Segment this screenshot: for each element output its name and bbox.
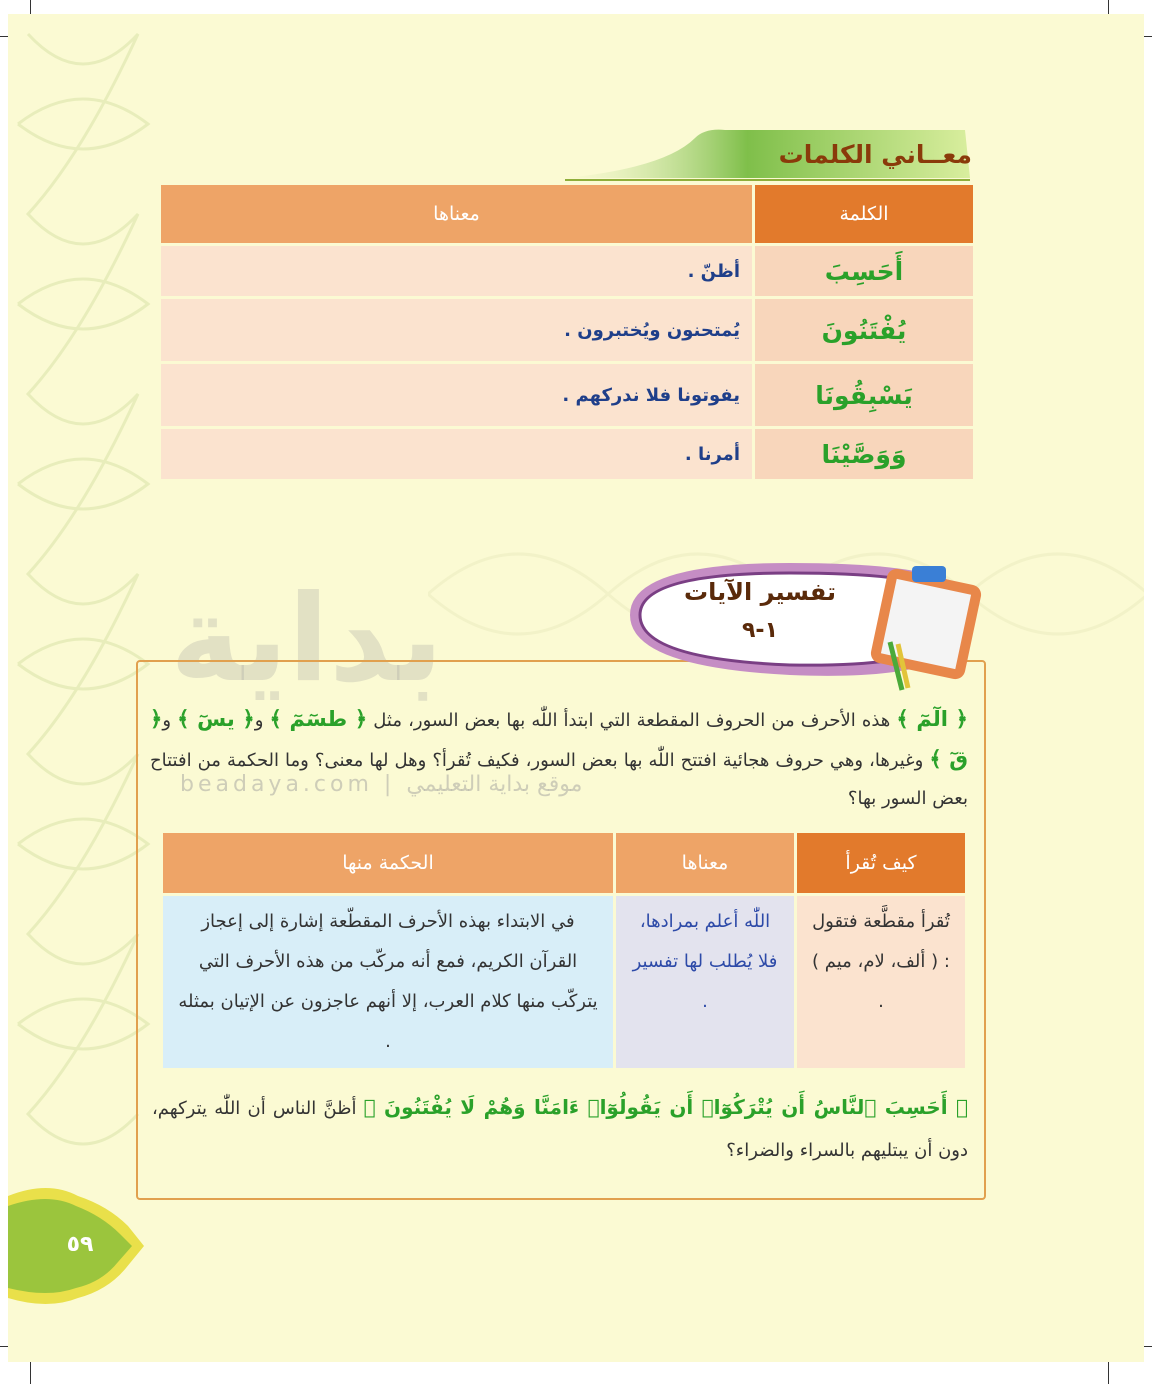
table-row: [161, 364, 973, 426]
column-header-wisdom: الحكمة منها: [163, 833, 613, 893]
table-row: [161, 299, 973, 361]
vocab-meaning: أمرنا .: [161, 429, 752, 479]
vocab-meaning: أظنّ .: [161, 246, 752, 296]
table-header-row: [161, 185, 973, 243]
intro-text: هذه الأحرف من الحروف المقطعة التي ابتدأ اللّٰه بها بعض السور، مثل: [367, 710, 897, 731]
table-row: [161, 429, 973, 479]
quran-letters: ﴿ يسٓ ﴾: [177, 707, 255, 731]
verse-paragraph: [152, 1086, 968, 1172]
table-row: [163, 896, 965, 1068]
vocabulary-table: [158, 182, 976, 482]
vocab-meaning: يفوتونا فلا ندركهم .: [161, 364, 752, 426]
column-header-word: الكلمة: [755, 185, 973, 243]
vocab-word: أَحَسِبَ: [755, 246, 973, 296]
explanation-table: [160, 830, 968, 1071]
how-to-read: تُقرأ مقطَّعة فتقول : ( ألف، لام، ميم ) .: [797, 896, 965, 1068]
column-header-meaning: معناها: [616, 833, 794, 893]
quran-letters: ﴿ قٓ ﴾: [150, 707, 968, 771]
section-title: معــاني الكلمات: [778, 140, 972, 169]
column-header-meaning: معناها: [161, 185, 752, 243]
tafsir-title: تفسير الآيات: [683, 578, 837, 606]
letters-meaning: اللّٰه أعلم بمرادها، فلا يُطلب لها تفسير .: [616, 896, 794, 1068]
intro-text: و: [162, 710, 178, 731]
intro-text: و: [254, 710, 270, 731]
vocab-word: يَسْبِقُونَا: [755, 364, 973, 426]
tafsir-range: ١-٩: [741, 618, 778, 643]
page-number: ٥٩: [66, 1232, 94, 1257]
vocab-word: يُفْتَنُونَ: [755, 299, 973, 361]
intro-paragraph: [150, 700, 968, 818]
table-header-row: [163, 833, 965, 893]
verse-explanation: أظنَّ الناس أن اللّٰه يتركهم، دون أن يبتليهم بالسراء والضراء؟: [152, 1098, 968, 1161]
vocab-meaning: يُمتحنون ويُختبرون .: [161, 299, 752, 361]
intro-text: وغيرها، وهي حروف هجائية افتتح اللّٰه بها بعض السور، فكيف تُقرأ؟ وهل لها معنى؟ وما الحكمة من افتتاح بعض السور بها؟: [150, 750, 968, 809]
column-header-how: كيف تُقرأ: [797, 833, 965, 893]
watermark-site: beadaya.com | موقع بداية التعليمي: [180, 772, 583, 797]
quran-verse: ﴿ أَحَسِبَ ٱلنَّاسُ أَن يُتْرَكُوٓا۟ أَن يَقُولُوٓا۟ ءَامَنَّا وَهُمْ لَا يُفْتَنُونَ ﴾: [363, 1095, 968, 1119]
quran-letters: ﴿ طسٓمٓ ﴾: [269, 707, 368, 731]
table-row: [161, 246, 973, 296]
vocab-word: وَوَصَّيْنَا: [755, 429, 973, 479]
clipboard-icon: [860, 562, 985, 692]
letters-wisdom: في الابتداء بهذه الأحرف المقطّعة إشارة إلى إعجاز القرآن الكريم، فمع أنه مركّب من هذه الأحرف التي يتركّب منها كلام العرب، إلا أنهم عاجزون عن الإتيان بمثله .: [163, 896, 613, 1068]
watermark-logo: بداية: [170, 570, 444, 709]
quran-letters: ﴿ الٓمٓ ﴾: [896, 707, 968, 731]
